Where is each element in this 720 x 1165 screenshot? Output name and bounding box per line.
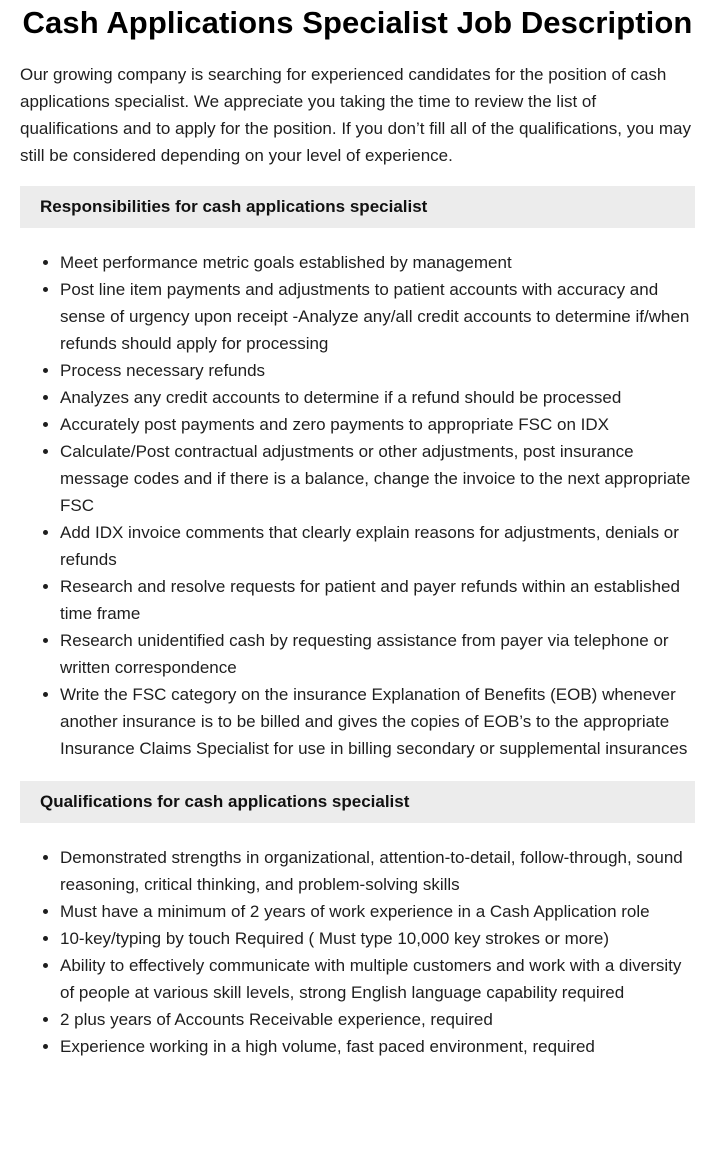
list-item: • Calculate/Post contractual adjustments or other adjustments, post insurance message codes and if there is a balance, change the invoice to the next appropriate FSC <box>60 438 695 519</box>
list-item: • Analyzes any credit accounts to determine if a refund should be processed <box>60 384 695 411</box>
list-item: • Accurately post payments and zero payments to appropriate FSC on IDX <box>60 411 695 438</box>
list-item: • Post line item payments and adjustments to patient accounts with accuracy and sense of urgency upon receipt -Analyze any/all credit accounts to determine if/when refunds should apply for processing <box>60 276 695 357</box>
page-title: Cash Applications Specialist Job Description <box>22 5 693 40</box>
qualifications-heading: Qualifications for cash applications specialist <box>20 781 695 823</box>
intro-paragraph: Our growing company is searching for experienced candidates for the position of cash applications specialist. We appreciate you taking the time to review the list of qualifications and to apply for the position. If you don’t fill all of the qualifications, you may still be considered depending on your level of experience. <box>20 65 691 165</box>
list-item: • Add IDX invoice comments that clearly explain reasons for adjustments, denials or refunds <box>60 519 695 573</box>
list-item: • Experience working in a high volume, fast paced environment, required <box>60 1033 695 1060</box>
list-item: • Ability to effectively communicate with multiple customers and work with a diversity of people at various skill levels, strong English language capability required <box>60 952 695 1006</box>
list-item: • Write the FSC category on the insurance Explanation of Benefits (EOB) whenever another insurance is to be billed and gives the copies of EOB’s to the appropriate Insurance Claims Specialist for use in billing secondary or supplemental insurances <box>60 681 695 762</box>
list-item: • 10-key/typing by touch Required ( Must type 10,000 key strokes or more) <box>60 925 695 952</box>
list-item: • Must have a minimum of 2 years of work experience in a Cash Application role <box>60 898 695 925</box>
list-item: • Research and resolve requests for patient and payer refunds within an established time frame <box>60 573 695 627</box>
list-item: • 2 plus years of Accounts Receivable experience, required <box>60 1006 695 1033</box>
responsibilities-heading: Responsibilities for cash applications specialist <box>20 186 695 228</box>
list-item: • Research unidentified cash by requesting assistance from payer via telephone or written correspondence <box>60 627 695 681</box>
list-item: • Meet performance metric goals established by management <box>60 249 695 276</box>
list-item: • Demonstrated strengths in organizational, attention-to-detail, follow-through, sound reasoning, critical thinking, and problem-solving skills <box>60 844 695 898</box>
list-item: • Process necessary refunds <box>60 357 695 384</box>
responsibilities-list <box>20 249 695 762</box>
qualifications-list <box>20 844 695 1060</box>
